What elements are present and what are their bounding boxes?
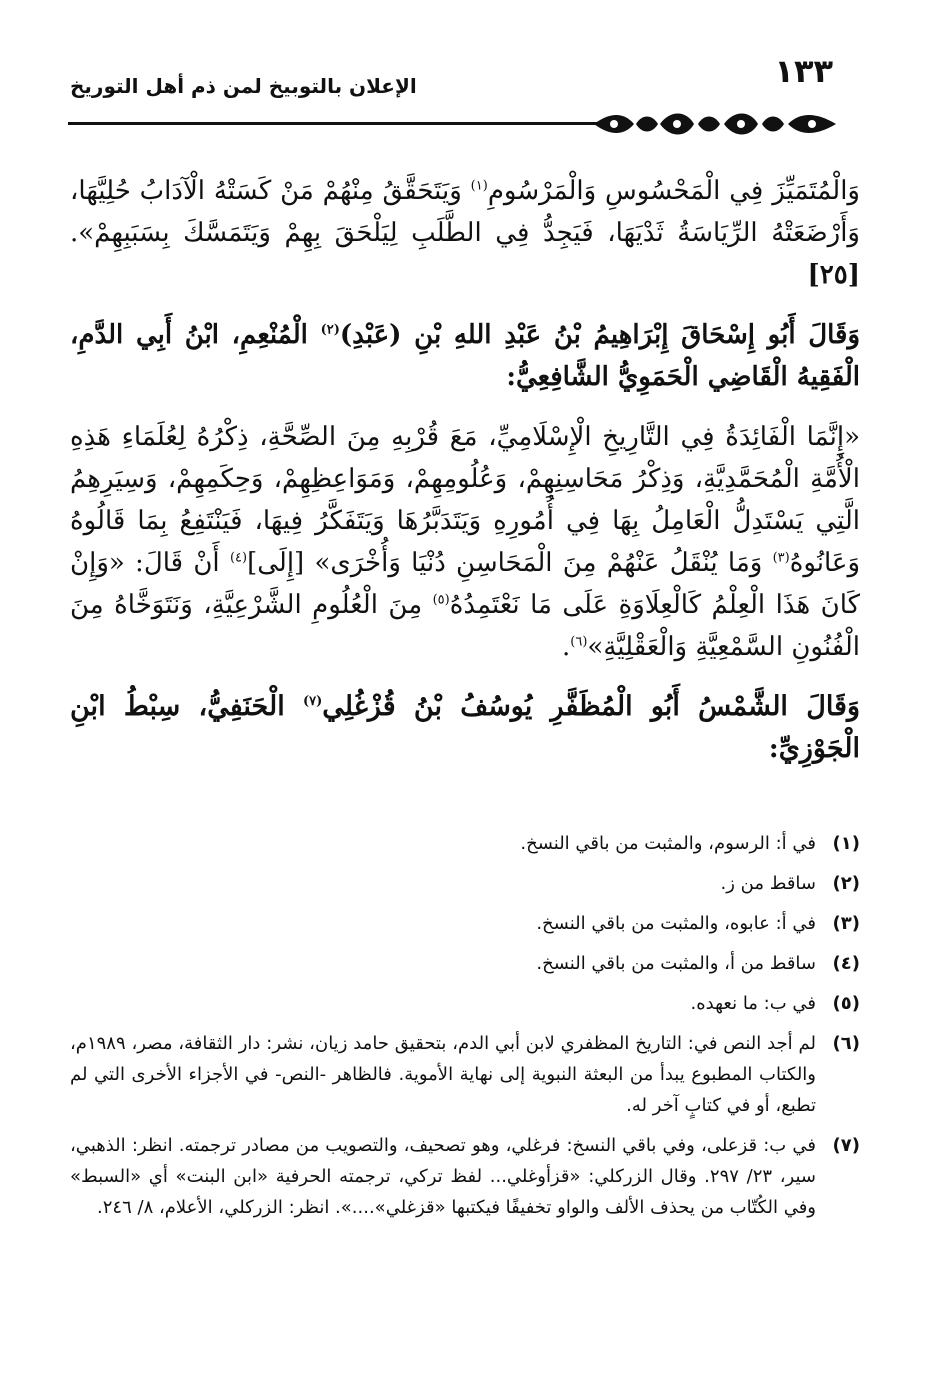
footnote-number: (٣): [832, 913, 860, 934]
paragraph-4-text-a: وَقَالَ الشَّمْسُ أَبُو الْمُظَفَّرِ يُوسُفُ بْنُ قُزْغُلِي: [322, 691, 860, 722]
source-page-ref: [٢٥]: [807, 260, 860, 290]
footnote-ref-2[interactable]: (٢): [320, 322, 340, 338]
footnote-number: (٥): [832, 993, 860, 1014]
header-rule: [68, 122, 608, 125]
footnote-ref-1[interactable]: (١): [470, 178, 488, 194]
paragraph-4-text-b: الْحَنَفِيُّ، سِبْطُ ابْنِ الْجَوْزِيِّ:: [70, 691, 860, 764]
paragraph-1: [70, 170, 860, 296]
footnote-item: [70, 868, 860, 899]
footnote-text: ساقط من أ، والمثبت من باقي النسخ.: [536, 953, 816, 974]
footnote-number: (١): [832, 833, 860, 854]
footnote-item: [70, 908, 860, 939]
footnote-item: [70, 1130, 860, 1223]
paragraph-3-text-e: .: [562, 632, 571, 662]
footnote-text: لم أجد النص في: التاريخ المظفري لابن أبي الدم، بتحقيق حامد زيان، نشر: دار الثقافة، مصر، ١٩٨٩م، والكتاب المطبوع يبدأ من البعثة النبوية إلى نهاية الأموية. فالظاهر -النص- في الأجزاء الأخرى التي لم تطبع، أو في كتابٍ آخر له.: [70, 1033, 816, 1116]
footnote-ref-3[interactable]: (٣): [772, 550, 790, 566]
footnote-text: ساقط من ز.: [720, 873, 816, 894]
footnote-number: (٢): [832, 873, 860, 894]
paragraph-3: [70, 416, 860, 668]
footnote-ref-6[interactable]: (٦): [570, 634, 588, 650]
paragraph-4: [70, 686, 860, 770]
paragraph-3-text-b: وَمَا يُنْقَلُ عَنْهُمْ مِنَ الْمَحَاسِنِ دُنْيَا وَأُخْرَى» [إِلَى]: [247, 548, 773, 578]
footnote-text: في ب: قزعلى، وفي باقي النسخ: فرغلي، وهو تصحيف، والتصويب من مصادر ترجمته. انظر: الذهبي، سير، ٢٣/ ٢٩٧. وقال الزركلي: «قزأوغلي... لفظ تركي، ترجمته الحرفية «ابن البنت» أي «السبط» وفي الكُتّاب من يحذف الألف والواو تخفيفًا فيكتبها «قزغلي»....». انظر: الزركلي، الأعلام، ٨/ ٢٤٦.: [70, 1135, 816, 1218]
floral-ornament-icon: [590, 106, 840, 142]
footnote-text: في أ: الرسوم، والمثبت من باقي النسخ.: [520, 833, 816, 854]
paragraph-1-text-b: وَيَتَحَقَّقُ مِنْهُمْ مَنْ كَسَتْهُ الْآدَابُ حُلِيَّهَا، وَأَرْضَعَتْهُ الرِّيَاسَةُ ثَدْيَهَا، فَيَجِدُّ فِي الطَّلَبِ لِيَلْحَقَ بِهِمْ وَيَتَمَسَّكَ بِسَبَبِهِمْ».: [70, 176, 860, 248]
paragraph-2: [70, 314, 860, 398]
footnote-item: [70, 948, 860, 979]
footnote-item: [70, 1028, 860, 1121]
footnote-number: (٧): [832, 1135, 860, 1156]
footnotes: [70, 828, 860, 1232]
footnote-item: [70, 988, 860, 1019]
paragraph-2-text-a: وَقَالَ أَبُو إِسْحَاقَ إِبْرَاهِيمُ بْنُ عَبْدِ اللهِ بْنِ (عَبْدِ): [339, 320, 860, 350]
footnote-ref-7[interactable]: (٧): [302, 694, 323, 709]
footnote-number: (٤): [832, 953, 860, 974]
page-number: ١٣٣: [774, 52, 833, 90]
footnote-item: [70, 828, 860, 859]
paragraph-3-text-d: مِنَ الْعُلُومِ الشَّرْعِيَّةِ، وَنَتَوَخَّاهُ مِنَ الْفُنُونِ السَّمْعِيَّةِ وَالْعَقْلِيَّةِ»: [70, 590, 860, 662]
footnote-number: (٦): [832, 1033, 860, 1054]
paragraph-3-text-c: أَنْ قَالَ: «وَإِنْ كَانَ هَذَا الْعِلْمُ كَالْعِلَاوَةِ عَلَى مَا نَعْتَمِدُهُ: [70, 548, 861, 620]
paragraph-2-text-b: الْمُنْعِمِ، ابْنُ أَبِي الدَّمِ، الْفَقِيهُ الْقَاضِي الْحَمَوِيُّ الشَّافِعِيُّ:: [70, 320, 860, 392]
footnote-ref-5[interactable]: (٥): [432, 592, 450, 608]
footnote-text: في أ: عابوه، والمثبت من باقي النسخ.: [536, 913, 816, 934]
paragraph-1-text-a: وَالْمُتَمَيِّزَ فِي الْمَحْسُوسِ وَالْمَرْسُومِ: [487, 176, 860, 206]
running-title: الإعلان بالتوبيخ لمن ذم أهل التوريخ: [70, 74, 417, 98]
paragraph-3-text-a: «إِنَّمَا الْفَائِدَةُ فِي التَّارِيخِ الْإِسْلَامِيِّ، مَعَ قُرْبِهِ مِنَ الصِّحَّةِ، ذِكْرُهُ لِعُلَمَاءِ هَذِهِ الْأُمَّةِ الْمُحَمَّدِيَّةِ، وَذِكْرُ مَحَاسِنِهِمْ، وَعُلُومِهِمْ، وَمَوَاعِظِهِمْ، وَحِكَمِهِمْ، وَسِيَرِهِمُ الَّتِي يَسْتَدِلُّ الْعَامِلُ بِهَا فِي أُمُورِهِ وَيَتَدَبَّرُهَا وَيَتَفَكَّرُ فِيهَا، فَيَنْتَفِعُ بِمَا قَالُوهُ وَعَانُوهُ: [70, 422, 860, 578]
main-text: [70, 170, 860, 788]
footnote-ref-4[interactable]: (٤): [229, 550, 248, 566]
footnote-text: في ب: ما نعهده.: [690, 993, 816, 1014]
